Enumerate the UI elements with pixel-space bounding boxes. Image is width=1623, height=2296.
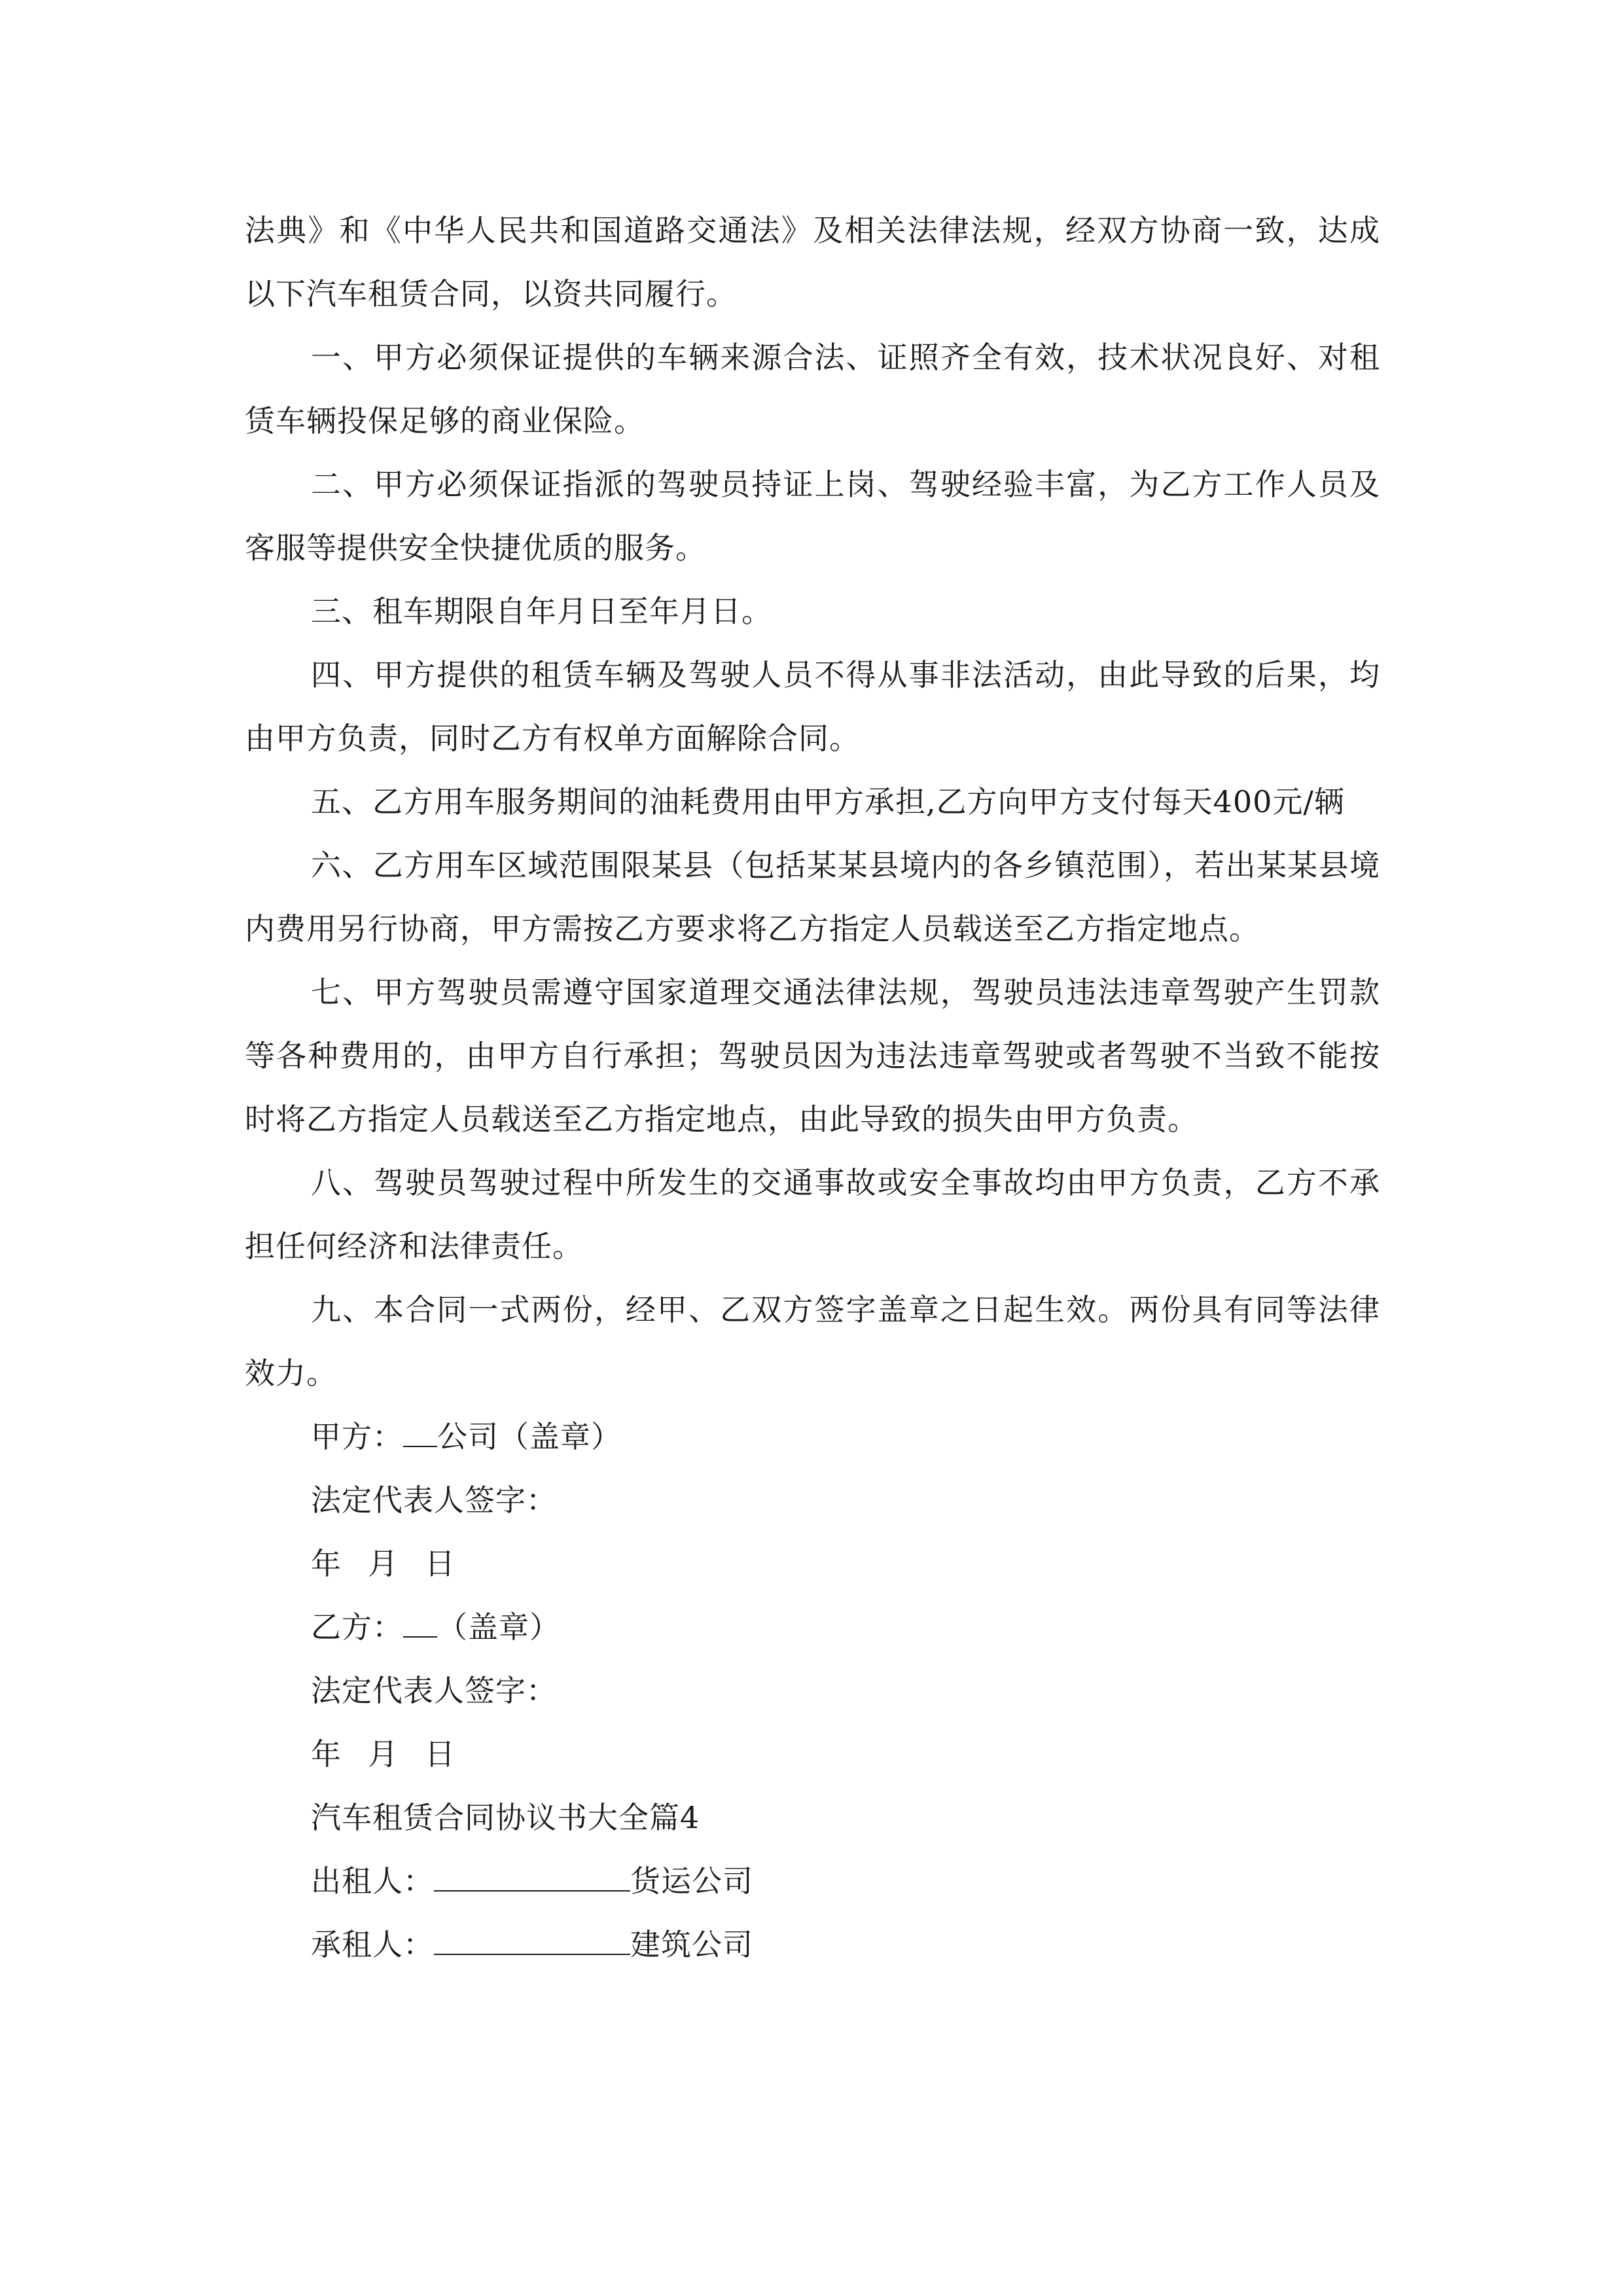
party-b-name-blank — [403, 1610, 437, 1638]
lessee-suffix: 建筑公司 — [630, 1927, 753, 1962]
clause-5: 五、乙方用车服务期间的油耗费用由甲方承担,乙方向甲方支付每天400元/辆 — [311, 784, 1345, 819]
party-a-date-day: 日 — [425, 1546, 455, 1581]
lessor-suffix: 货运公司 — [630, 1863, 753, 1899]
party-b-signature-block — [245, 1596, 1380, 1786]
lessee-name-blank — [434, 1928, 630, 1955]
lessee-label: 承租人： — [311, 1927, 434, 1962]
clause-4: 四、甲方提供的租赁车辆及驾驶人员不得从事非法活动，由此导致的后果，均由甲方负责，同时乙方有权单方面解除合同。 — [245, 657, 1380, 756]
party-b-date-year: 年 — [311, 1736, 342, 1772]
party-b-rep-sign: 法定代表人签字： — [311, 1673, 557, 1708]
clause-7: 七、甲方驾驶员需遵守国家道理交通法律法规，驾驶员违法违章驾驶产生罚款等各种费用的，由甲方自行承担；驾驶员因为违法违章驾驶或者驾驶不当致不能按时将乙方指定人员载送至乙方指定地点，由此导致的损失由甲方负责。 — [245, 975, 1380, 1137]
party-a-suffix: 公司（盖章） — [437, 1419, 622, 1454]
clause-2: 二、甲方必须保证指派的驾驶员持证上岗、驾驶经验丰富，为乙方工作人员及客服等提供安全快捷优质的服务。 — [245, 467, 1380, 565]
party-b-date — [245, 1723, 1380, 1786]
party-a-signature-block — [245, 1405, 1380, 1596]
party-b-line — [245, 1596, 1380, 1659]
clause-3: 三、租车期限自年月日至年月日。 — [311, 594, 772, 629]
lessor-name-blank — [434, 1864, 630, 1892]
party-a-rep-sign: 法定代表人签字： — [311, 1482, 557, 1518]
party-a-name-blank — [403, 1420, 437, 1447]
party-a-date — [245, 1532, 1380, 1596]
clause-6: 六、乙方用车区域范围限某县（包括某某县境内的各乡镇范围），若出某某县境内费用另行协商，甲方需按乙方要求将乙方指定人员载送至乙方指定地点。 — [245, 848, 1380, 946]
party-b-date-day: 日 — [425, 1736, 455, 1772]
clause-8: 八、驾驶员驾驶过程中所发生的交通事故或安全事故均由甲方负责，乙方不承担任何经济和法律责任。 — [245, 1165, 1380, 1264]
party-a-line — [245, 1405, 1380, 1469]
party-a-label: 甲方： — [311, 1419, 403, 1454]
lessor-line — [245, 1850, 1380, 1913]
party-b-suffix: （盖章） — [437, 1609, 560, 1645]
intro-paragraph: 法典》和《中华人民共和国道路交通法》及相关法律法规，经双方协商一致，达成以下汽车租赁合同，以资共同履行。 — [245, 213, 1380, 312]
party-a-date-month: 月 — [368, 1546, 399, 1581]
clause-1: 一、甲方必须保证提供的车辆来源合法、证照齐全有效，技术状况良好、对租赁车辆投保足够的商业保险。 — [245, 340, 1380, 439]
party-b-date-month: 月 — [368, 1736, 399, 1772]
lessee-line — [245, 1913, 1380, 1977]
document-body — [245, 199, 1380, 1977]
lessor-label: 出租人： — [311, 1863, 434, 1899]
party-a-date-year: 年 — [311, 1546, 342, 1581]
party-b-label: 乙方： — [311, 1609, 403, 1645]
clause-9: 九、本合同一式两份，经甲、乙双方签字盖章之日起生效。两份具有同等法律效力。 — [245, 1292, 1380, 1391]
next-section-title: 汽车租赁合同协议书大全篇4 — [311, 1800, 700, 1835]
